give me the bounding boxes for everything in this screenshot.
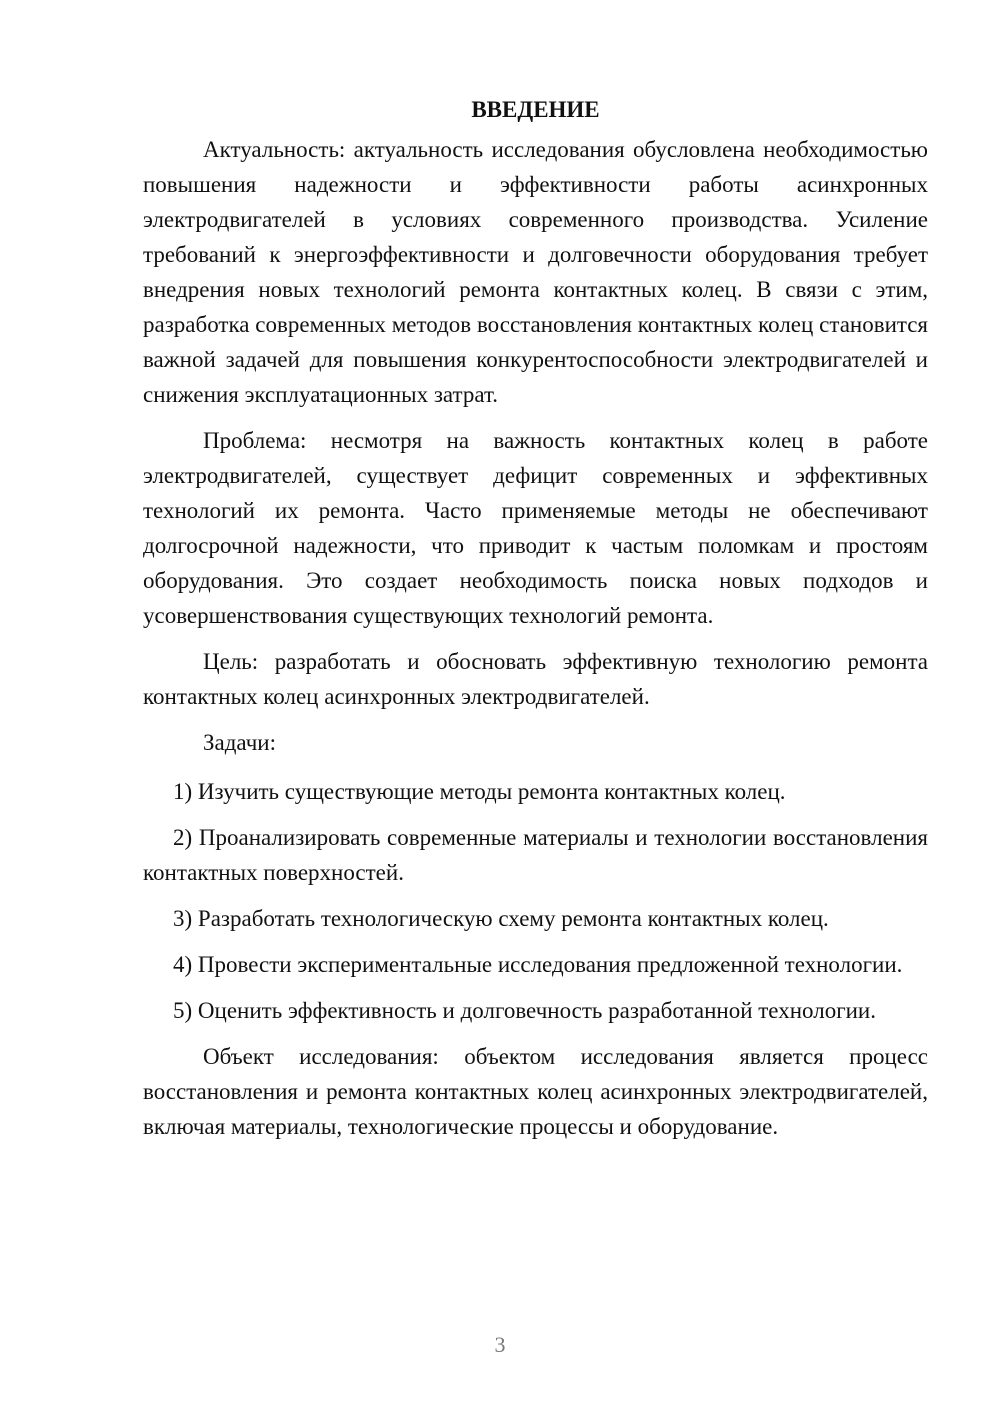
paragraph-goal: Цель: разработать и обосновать эффективную технологию ремонта контактных колец асинхронных электродвигателей.	[143, 649, 928, 709]
task-item-2: 2) Проанализировать современные материалы и технологии восстановления контактных поверхностей.	[143, 825, 928, 885]
task-item-1: 1) Изучить существующие методы ремонта контактных колец.	[173, 779, 786, 804]
task-item-5: 5) Оценить эффективность и долговечность разработанной технологии.	[173, 998, 876, 1023]
section-heading: ВВЕДЕНИЕ	[471, 97, 600, 122]
page-number: 3	[494, 1332, 506, 1357]
tasks-label: Задачи:	[203, 730, 276, 755]
task-item-4: 4) Провести экспериментальные исследования предложенной технологии.	[173, 952, 903, 977]
document-body	[143, 92, 928, 1155]
paragraph-object: Объект исследования: объектом исследования является процесс восстановления и ремонта контактных колец асинхронных электродвигателей, включая материалы, технологические процессы и оборудование.	[143, 1044, 928, 1139]
paragraph-problem: Проблема: несмотря на важность контактных колец в работе электродвигателей, существует дефицит современных и эффективных технологий их ремонта. Часто применяемые методы не обеспечивают долгосрочной надежности, что приводит к частым поломкам и простоям оборудования. Это создает необходимость поиска новых подходов и усовершенствования существующих технологий ремонта.	[143, 428, 928, 628]
paragraph-relevance: Актуальность: актуальность исследования обусловлена необходимостью повышения надежности и эффективности работы асинхронных электродвигателей в условиях современного производства. Усиление требований к энергоэффективности и долговечности оборудования требует внедрения новых технологий ремонта контактных колец. В связи с этим, разработка современных методов восстановления контактных колец становится важной задачей для повышения конкурентоспособности электродвигателей и снижения эксплуатационных затрат.	[143, 137, 928, 407]
task-item-3: 3) Разработать технологическую схему ремонта контактных колец.	[173, 906, 829, 931]
